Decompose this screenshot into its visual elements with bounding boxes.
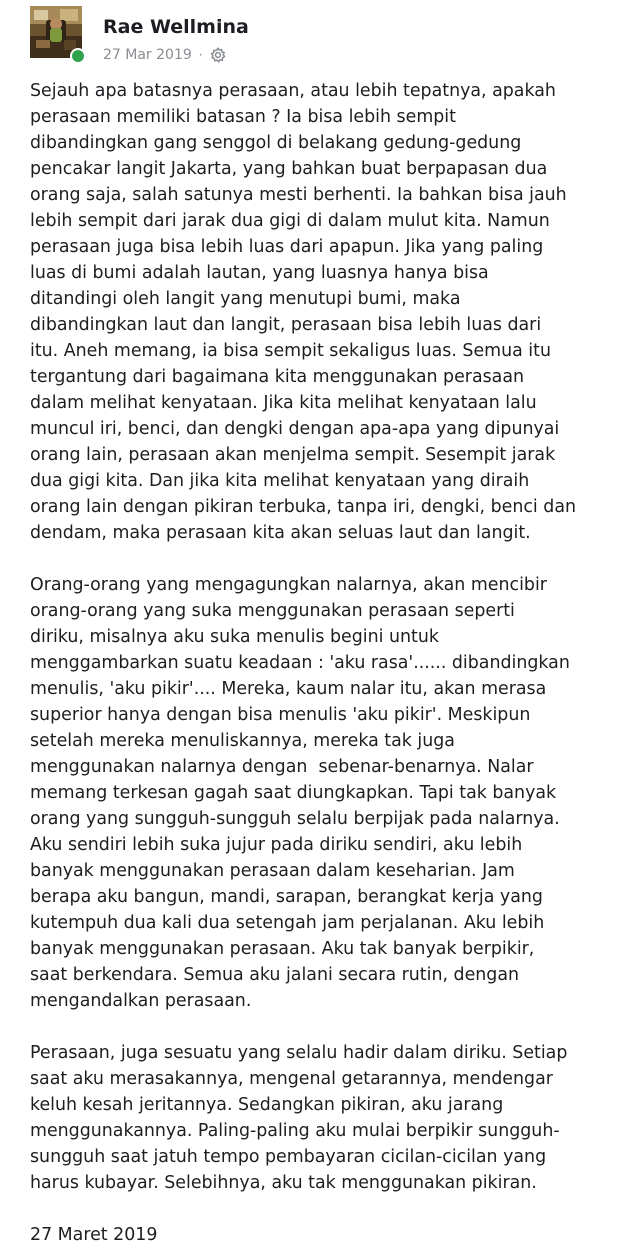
online-status-dot (70, 48, 86, 64)
text-line: luas di bumi adalah lautan, yang luasnya hanya bisa (30, 263, 489, 283)
meta-separator: · (198, 48, 203, 62)
text-line: banyak menggunakan perasaan. Aku tak banyak berpikir, (30, 939, 535, 959)
text-line: orang-orang yang suka menggunakan perasaan seperti (30, 601, 515, 621)
author-name[interactable]: Rae Wellmina (103, 16, 249, 38)
post-signature-date (30, 1222, 620, 1248)
text-line: dua gigi kita. Dan jika kita melihat kenyataan yang diraih (30, 471, 530, 491)
text-line: menulis, 'aku pikir'.... Mereka, kaum nalar itu, akan merasa (30, 679, 547, 699)
text-line: orang lain dengan pikiran terbuka, tanpa iri, dengki, benci dan (30, 497, 576, 517)
text-line: tergantung dari bagaimana kita menggunakan perasaan (30, 367, 525, 387)
paragraph-gap (30, 546, 620, 572)
text-line: banyak menggunakan perasaan dalam keseharian. Jam (30, 861, 515, 881)
text-line: Perasaan, juga sesuatu yang selalu hadir dalam diriku. Setiap (30, 1043, 568, 1063)
post-meta (103, 44, 226, 66)
text-line: perasaan memiliki batasan ? Ia bisa lebih sempit (30, 107, 456, 127)
text-line: pencakar langit Jakarta, yang bahkan buat berpapasan dua (30, 159, 548, 179)
text-line: itu. Aneh memang, ia bisa sempit sekaligus luas. Semua itu (30, 341, 551, 361)
post-paragraph (30, 78, 620, 546)
text-line: lebih sempit dari jarak dua gigi di dalam mulut kita. Namun (30, 211, 550, 231)
text-line: menggambarkan suatu keadaan : 'aku rasa'...... dibandingkan (30, 653, 570, 673)
text-line: ditandingi oleh langit yang menutupi bumi, maka (30, 289, 461, 309)
text-line: dibandingkan laut dan langit, perasaan bisa lebih luas dari (30, 315, 542, 335)
paragraph-gap (30, 1196, 620, 1222)
text-line: orang lain, perasaan akan menjelma sempit. Sesempit jarak (30, 445, 556, 465)
settings-gear-icon[interactable] (210, 47, 226, 63)
post-paragraph (30, 1040, 620, 1196)
text-line: 27 Maret 2019 (30, 1225, 158, 1245)
post-header (30, 6, 610, 66)
text-line: muncul iri, benci, dan dengki dengan apa-apa yang dipunyai (30, 419, 560, 439)
post-paragraph (30, 572, 620, 1014)
text-line: orang saja, salah satunya mesti berhenti. Ia bahkan bisa jauh (30, 185, 567, 205)
post-body-text (30, 78, 620, 1248)
text-line: harus kubayar. Selebihnya, aku tak menggunakan pikiran. (30, 1173, 537, 1193)
text-line: sungguh saat jatuh tempo pembayaran cicilan-cicilan yang (30, 1147, 547, 1167)
text-line: saat aku merasakannya, mengenal getarannya, mendengar (30, 1069, 553, 1089)
text-line: keluh kesah jeritannya. Sedangkan pikiran, aku jarang (30, 1095, 504, 1115)
text-line: berapa aku bangun, mandi, sarapan, berangkat kerja yang (30, 887, 543, 907)
text-line: orang yang sungguh-sungguh selalu berpijak pada nalarnya. (30, 809, 560, 829)
text-line: Aku sendiri lebih suka jujur pada diriku sendiri, aku lebih (30, 835, 523, 855)
post-date[interactable]: 27 Mar 2019 (103, 47, 192, 63)
text-line: menggunakannya. Paling-paling aku mulai berpikir sungguh- (30, 1121, 560, 1141)
text-line: menggunakan nalarnya dengan sebenar-benarnya. Nalar (30, 757, 534, 777)
text-line: dibandingkan gang senggol di belakang gedung-gedung (30, 133, 522, 153)
paragraph-gap (30, 1014, 620, 1040)
text-line: diriku, misalnya aku suka menulis begini untuk (30, 627, 439, 647)
text-line: perasaan juga bisa lebih luas dari apapun. Jika yang paling (30, 237, 544, 257)
text-line: memang terkesan gagah saat diungkapkan. Tapi tak banyak (30, 783, 557, 803)
text-line: Orang-orang yang mengagungkan nalarnya, akan mencibir (30, 575, 547, 595)
text-line: dalam melihat kenyataan. Jika kita melihat kenyataan lalu (30, 393, 537, 413)
text-line: dendam, maka perasaan kita akan seluas laut dan langit. (30, 523, 531, 543)
text-line: setelah mereka menuliskannya, mereka tak juga (30, 731, 455, 751)
text-line: Sejauh apa batasnya perasaan, atau lebih tepatnya, apakah (30, 81, 556, 101)
text-line: saat berkendara. Semua aku jalani secara rutin, dengan (30, 965, 520, 985)
text-line: superior hanya dengan bisa menulis 'aku pikir'. Meskipun (30, 705, 531, 725)
text-line: kutempuh dua kali dua setengah jam perjalanan. Aku lebih (30, 913, 545, 933)
text-line: mengandalkan perasaan. (30, 991, 252, 1011)
